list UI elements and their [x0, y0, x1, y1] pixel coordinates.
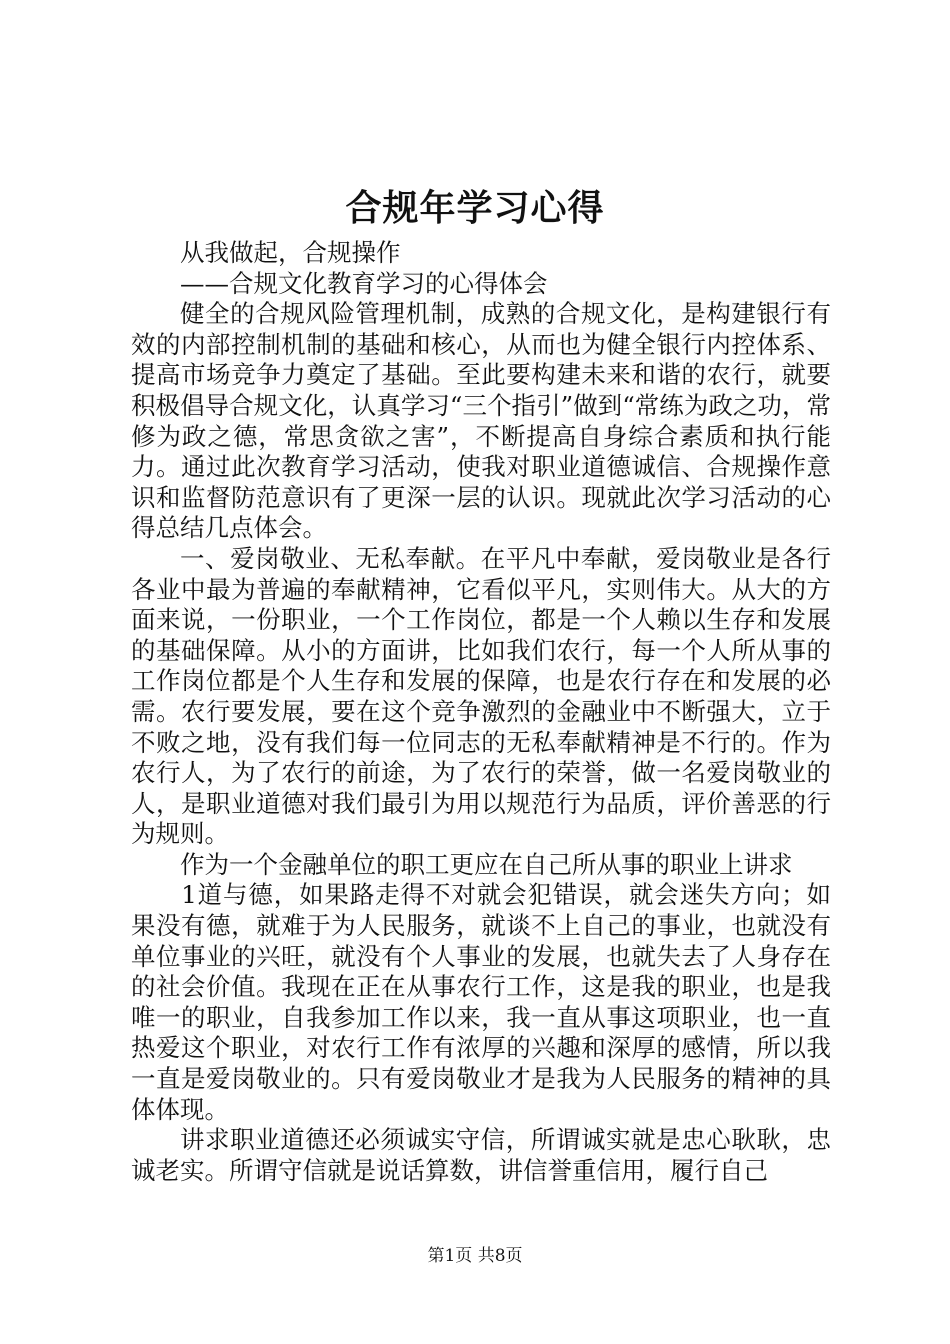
document-body: [131, 238, 831, 1186]
subtitle-line: 从我做起，合规操作: [180, 238, 401, 267]
document-title: 合规年学习心得: [345, 187, 605, 229]
paragraph-way-and-virtue: 1道与德，如果路走得不对就会犯错误，就会迷失方向；如果没有德，就难于为人民服务，就谈不上自己的事业，也就没有单位事业的兴旺，就没有个人事业的发展，也就失去了人身存在的社会价值。我现在正在从事农行工作，这是我的职业，也是我唯一的职业，自我参加工作以来，我一直从事这项职业，也一直热爱这个职业，对农行工作有浓厚的兴趣和深厚的感情，所以我一直是爱岗敬业的。只有爱岗敬业才是我为人民服务的精神的具体体现。: [131, 880, 831, 1124]
paragraph-financial-unit: 作为一个金融单位的职工更应在自己所从事的职业上讲求: [180, 849, 793, 879]
paragraph-point-one: 一、爱岗敬业、无私奉献。在平凡中奉献，爱岗敬业是各行各业中最为普遍的奉献精神，它看似平凡，实则伟大。从大的方面来说，一份职业，一个工作岗位，都是一个人赖以生存和发展的基础保障。从小的方面讲，比如我们农行，每一个人所从事的工作岗位都是个人生存和发展的保障，也是农行存在和发展的必需。农行要发展，要在这个竞争激烈的金融业中不断强大，立于不败之地，没有我们每一位同志的无私奉献精神是不行的。作为农行人，为了农行的前途，为了农行的荣誉，做一名爱岗敬业的人，是职业道德对我们最引为用以规范行为品质，评价善恶的行为规则。: [131, 543, 831, 849]
subtitle-dash-line: ——合规文化教育学习的心得体会: [180, 268, 548, 298]
page-footer: 第1页 共8页: [427, 1246, 523, 1266]
paragraph-intro: 健全的合规风险管理机制，成熟的合规文化，是构建银行有效的内部控制机制的基础和核心，从而也为健全银行内控体系、提高市场竞争力奠定了基础。至此要构建未来和谐的农行，就要积极倡导合规文化，认真学习“三个指引”做到“常练为政之功，常修为政之德，常思贪欲之害”，不断提高自身综合素质和执行能力。通过此次教育学习活动，使我对职业道德诚信、合规操作意识和监督防范意识有了更深一层的认识。现就此次学习活动的心得总结几点体会。: [131, 299, 831, 543]
paragraph-honesty: 讲求职业道德还必须诚实守信，所谓诚实就是忠心耿耿，忠诚老实。所谓守信就是说话算数，讲信誉重信用，履行自己: [131, 1125, 831, 1185]
